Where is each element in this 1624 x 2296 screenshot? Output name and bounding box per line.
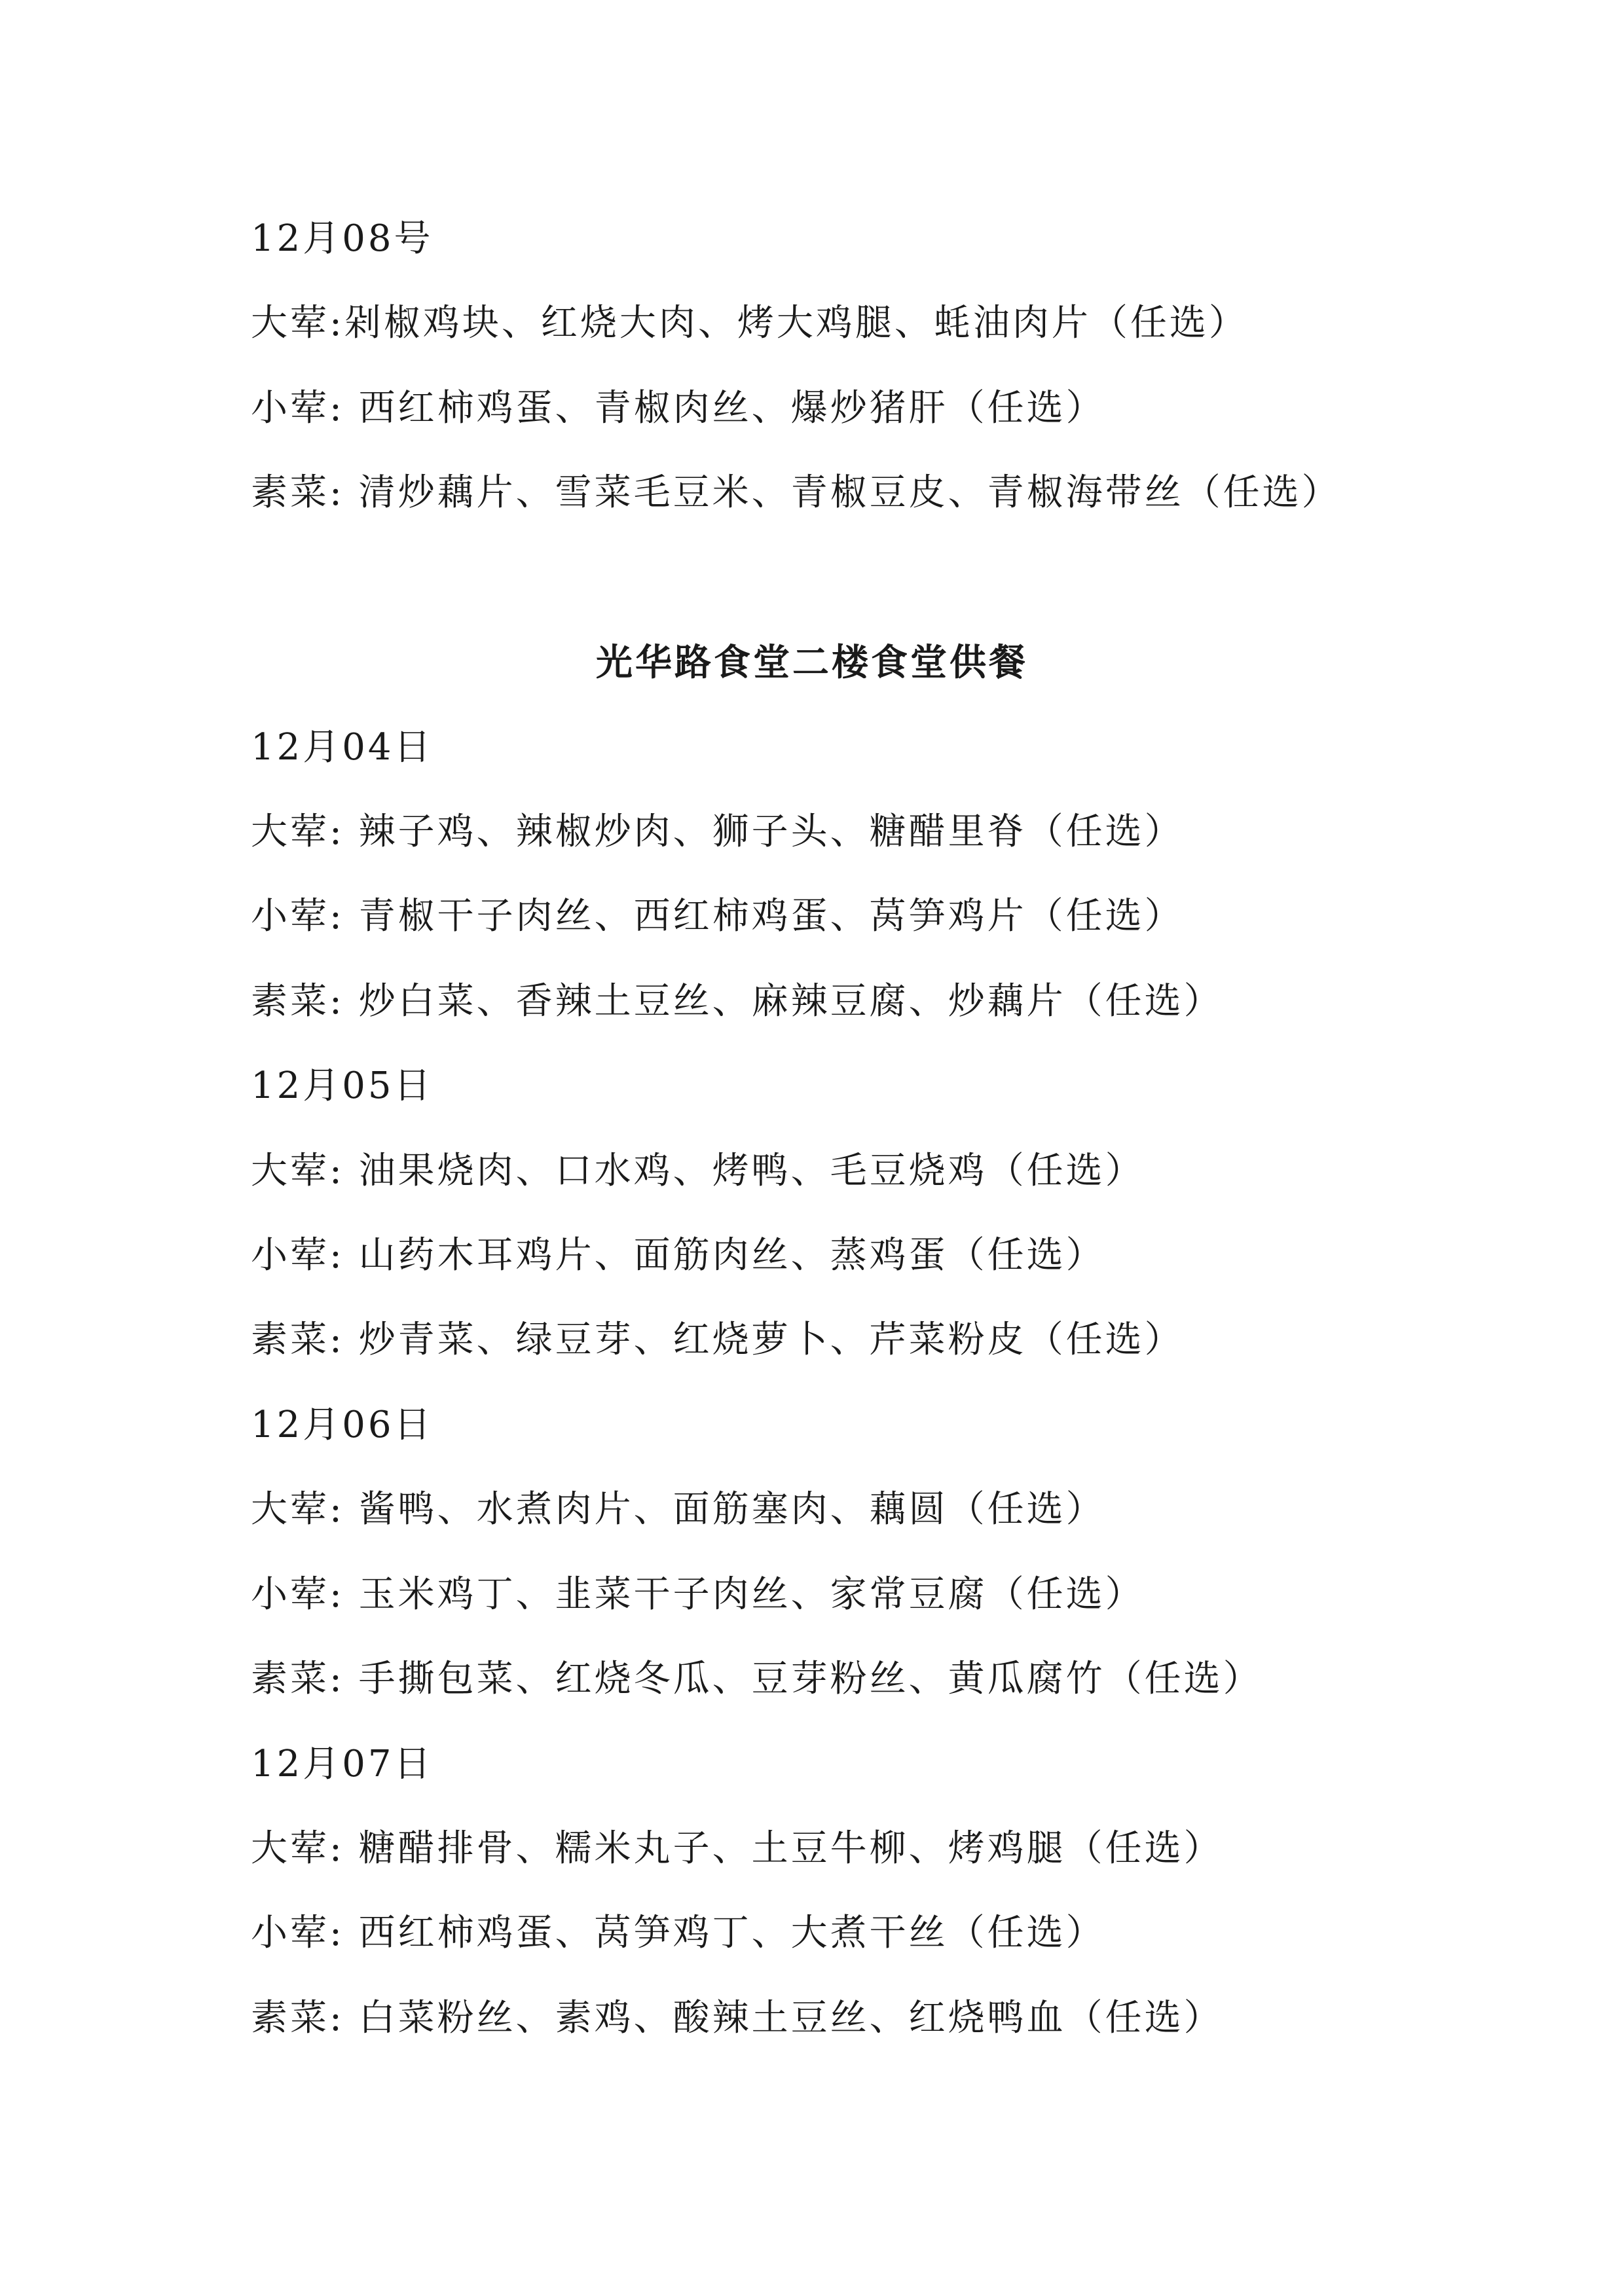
date-line: 12月08号 [251, 217, 434, 260]
date-line: 12月06日 [251, 1404, 434, 1446]
big-meat-line: 大荤: 酱鸭、水煮肉片、面筋塞肉、藕圆（任选） [251, 1488, 1105, 1531]
small-meat-line: 小荤: 山药木耳鸡片、面筋肉丝、蒸鸡蛋（任选） [251, 1234, 1105, 1277]
big-meat-line: 大荤: 油果烧肉、口水鸡、烤鸭、毛豆烧鸡（任选） [251, 1150, 1145, 1192]
date-line: 12月04日 [251, 726, 434, 769]
vegetable-line: 素菜: 炒青菜、绿豆芽、红烧萝卜、芹菜粉皮（任选） [251, 1319, 1184, 1361]
big-meat-line: 大荤: 辣子鸡、辣椒炒肉、狮子头、糖醋里脊（任选） [251, 811, 1184, 853]
vegetable-line: 素菜: 清炒藕片、雪菜毛豆米、青椒豆皮、青椒海带丝（任选） [251, 471, 1341, 514]
date-line: 12月05日 [251, 1065, 434, 1107]
small-meat-line: 小荤: 西红柿鸡蛋、青椒肉丝、爆炒猪肝（任选） [251, 387, 1105, 429]
big-meat-line: 大荤: 糖醋排骨、糯米丸子、土豆牛柳、烤鸡腿（任选） [251, 1827, 1223, 1870]
section-title: 光华路食堂二楼食堂供餐 [596, 641, 1028, 684]
vegetable-line: 素菜: 白菜粉丝、素鸡、酸辣土豆丝、红烧鸭血（任选） [251, 1997, 1223, 2039]
vegetable-line: 素菜: 炒白菜、香辣土豆丝、麻辣豆腐、炒藕片（任选） [251, 980, 1223, 1023]
small-meat-line: 小荤: 西红柿鸡蛋、莴笋鸡丁、大煮干丝（任选） [251, 1912, 1105, 1954]
small-meat-line: 小荤: 玉米鸡丁、韭菜干子肉丝、家常豆腐（任选） [251, 1573, 1145, 1616]
small-meat-line: 小荤: 青椒干子肉丝、西红柿鸡蛋、莴笋鸡片（任选） [251, 895, 1184, 938]
big-meat-line: 大荤:剁椒鸡块、红烧大肉、烤大鸡腿、蚝油肉片（任选） [251, 302, 1248, 344]
date-line: 12月07日 [251, 1743, 434, 1785]
vegetable-line: 素菜: 手撕包菜、红烧冬瓜、豆芽粉丝、黄瓜腐竹（任选） [251, 1658, 1263, 1700]
